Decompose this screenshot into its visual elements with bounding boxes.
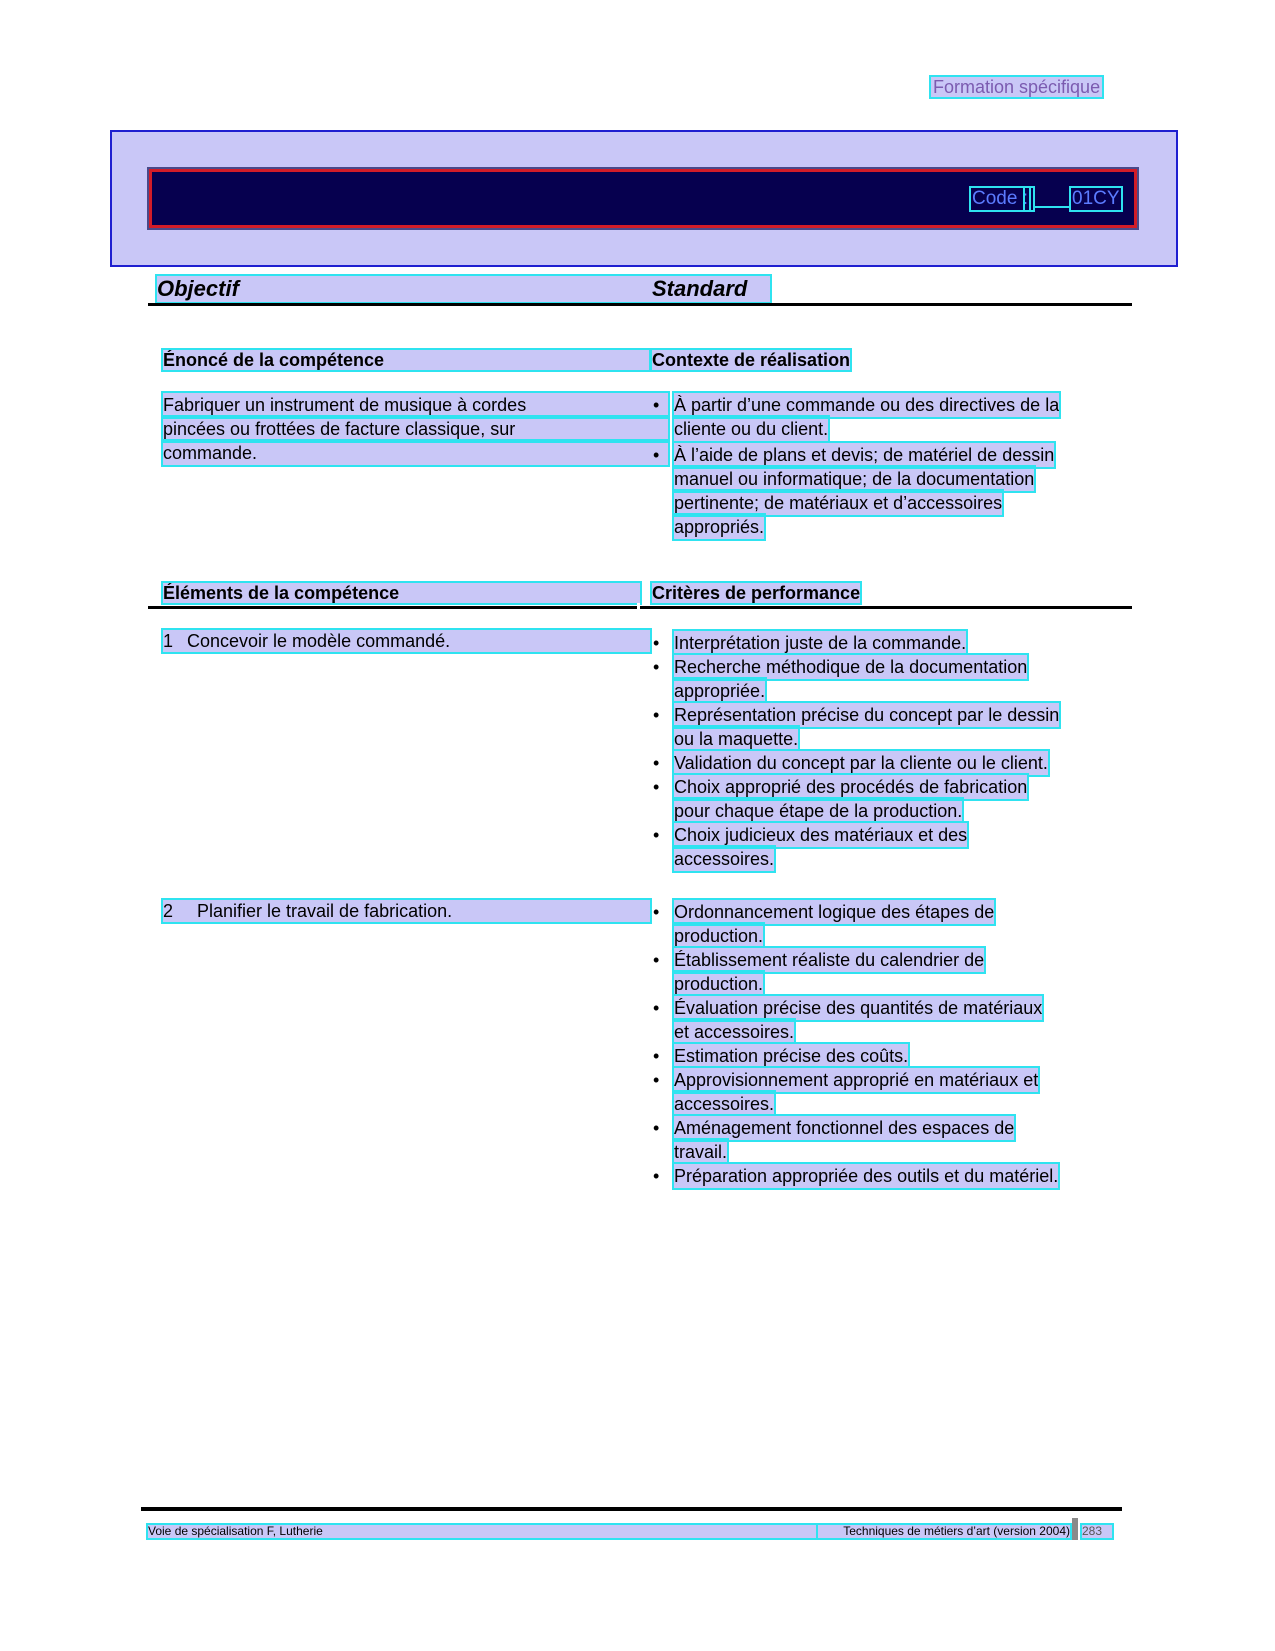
code-value: 01CY: [1072, 188, 1120, 209]
criterion-line: Évaluation précise des quantités de matériaux: [674, 998, 1043, 1018]
code-label: Code :: [972, 188, 1028, 209]
criterion-line: Validation du concept par la cliente ou le client.: [674, 753, 1048, 773]
bullet-icon: •: [653, 633, 660, 653]
element-number: 2: [163, 901, 174, 921]
criterion-item: [651, 751, 1121, 775]
bullet-icon: •: [653, 445, 660, 465]
rule-gap: [637, 603, 640, 609]
criterion-line: Aménagement fonctionnel des espaces de: [674, 1118, 1015, 1138]
bullet-icon: •: [653, 950, 660, 970]
criterion-line: travail.: [674, 1142, 728, 1162]
elements-heading: Éléments de la compétence: [163, 583, 640, 603]
criterion-line: pertinente; de matériaux et d’accessoires: [674, 493, 1003, 513]
criterion-item: [651, 655, 1121, 703]
bullet-icon: •: [653, 998, 660, 1018]
criterion-line: cliente ou du client.: [674, 419, 829, 439]
criterion-item: [651, 948, 1121, 996]
criterion-line: manuel ou informatique; de la documentation: [674, 469, 1035, 489]
page-number: 283: [1082, 1525, 1112, 1538]
element-label: Planifier le travail de fabrication.: [197, 901, 453, 921]
bullet-icon: •: [653, 705, 660, 725]
criterion-item: [651, 823, 1121, 871]
criterion-item: [651, 1116, 1121, 1164]
criterion-line: Représentation précise du concept par le dessin: [674, 705, 1060, 725]
criterion-item: [651, 775, 1121, 823]
document-section-label: Formation spécifique: [933, 77, 1101, 97]
bullet-icon: •: [653, 777, 660, 797]
element-label: Concevoir le modèle commandé.: [187, 631, 451, 651]
criterion-line: Préparation appropriée des outils et du matériel.: [674, 1166, 1059, 1186]
enonce-text: [163, 393, 668, 465]
criterion-line: Approvisionnement approprié en matériaux et: [674, 1070, 1039, 1090]
element-number: 1: [163, 631, 174, 651]
criterion-line: Estimation précise des coûts.: [674, 1046, 909, 1066]
bullet-icon: •: [653, 395, 660, 415]
criterion-item: [651, 996, 1121, 1044]
code-underline: [1033, 206, 1069, 208]
element-item: [163, 630, 650, 652]
section-rule: [148, 606, 1132, 609]
bullet-icon: •: [653, 1046, 660, 1066]
heading-rule: [148, 303, 1132, 306]
footer-left-text: Voie de spécialisation F, Lutherie: [148, 1525, 818, 1538]
enonce-line: Fabriquer un instrument de musique à cordes: [163, 393, 668, 417]
code-separator: [1025, 188, 1033, 210]
criterion-item: [651, 1164, 1121, 1188]
criteria-heading: Critères de performance: [652, 583, 861, 603]
bullet-icon: •: [653, 657, 660, 677]
criterion-item: [651, 1068, 1121, 1116]
criterion-line: accessoires.: [674, 849, 775, 869]
criterion-line: appropriée.: [674, 681, 766, 701]
criterion-line: Interprétation juste de la commande.: [674, 633, 967, 653]
criterion-item: [651, 1044, 1121, 1068]
criterion-line: appropriés.: [674, 517, 765, 537]
criterion-line: production.: [674, 926, 764, 946]
criterion-line: et accessoires.: [674, 1022, 795, 1042]
footer-separator: [1072, 1518, 1078, 1540]
contexte-list: [651, 393, 1121, 541]
bullet-icon: •: [653, 1070, 660, 1090]
bullet-icon: •: [653, 902, 660, 922]
criterion-item: [651, 631, 1121, 655]
bullet-icon: •: [653, 825, 660, 845]
footer-rule: [141, 1507, 1122, 1511]
criterion-item: [651, 443, 1121, 539]
enonce-heading: Énoncé de la compétence: [163, 350, 649, 370]
bullet-icon: •: [653, 1166, 660, 1186]
enonce-line: commande.: [163, 441, 668, 465]
bullet-icon: •: [653, 753, 660, 773]
element-item: [163, 900, 650, 922]
criterion-item: [651, 703, 1121, 751]
criterion-line: Choix approprié des procédés de fabrication: [674, 777, 1028, 797]
contexte-heading: Contexte de réalisation: [652, 350, 851, 370]
criteria-list: [651, 900, 1121, 1188]
criteria-list: [651, 631, 1121, 871]
enonce-line: pincées ou frottées de facture classique, sur: [163, 417, 668, 441]
criterion-line: accessoires.: [674, 1094, 775, 1114]
bullet-icon: •: [653, 1118, 660, 1138]
criterion-line: Établissement réaliste du calendrier de: [674, 950, 985, 970]
objective-heading-text: Objectif: [157, 276, 239, 301]
criterion-line: production.: [674, 974, 764, 994]
criterion-line: À l’aide de plans et devis; de matériel de dessin: [674, 445, 1055, 465]
criterion-line: Ordonnancement logique des étapes de: [674, 902, 995, 922]
criterion-line: Choix judicieux des matériaux et des: [674, 825, 968, 845]
criterion-item: [651, 393, 1121, 441]
criterion-line: Recherche méthodique de la documentation: [674, 657, 1028, 677]
criterion-line: ou la maquette.: [674, 729, 799, 749]
standard-heading: Standard: [652, 276, 748, 301]
footer-right-text: Techniques de métiers d’art (version 2004): [818, 1525, 1070, 1538]
criterion-item: [651, 900, 1121, 948]
criterion-line: À partir d’une commande ou des directives de la: [674, 395, 1060, 415]
criterion-line: pour chaque étape de la production.: [674, 801, 963, 821]
